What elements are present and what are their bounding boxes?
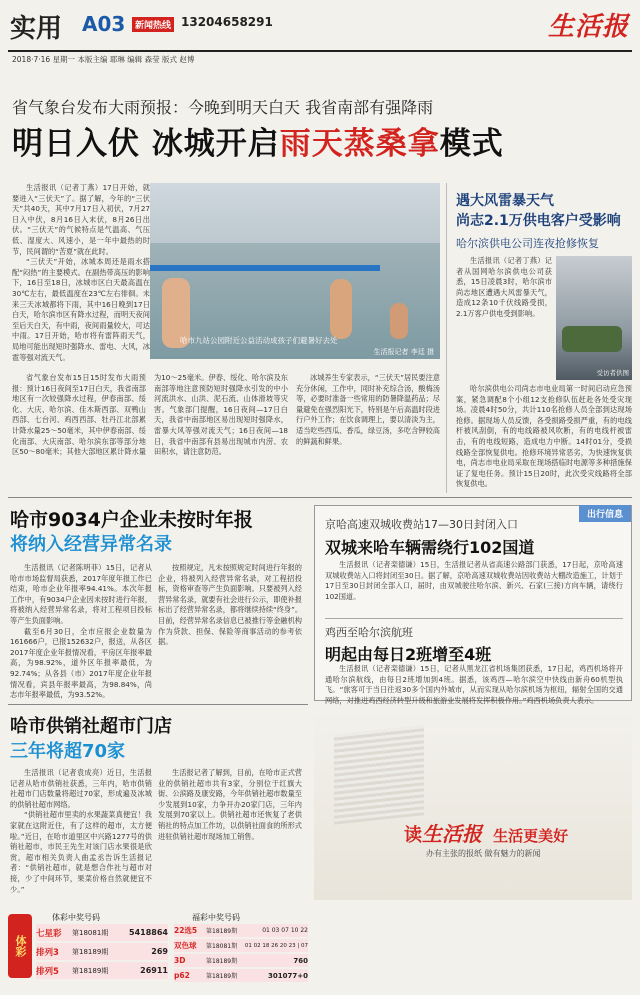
enterprise-column-1 bbox=[10, 563, 152, 700]
right-column-1 bbox=[456, 256, 552, 382]
fallen-tree bbox=[562, 326, 622, 352]
lottery-row bbox=[174, 969, 308, 982]
child-figure bbox=[330, 279, 352, 339]
page-number: A03 bbox=[82, 12, 126, 36]
lead-column-1 bbox=[12, 183, 150, 373]
supply-headline-2: 三年将超70家 bbox=[10, 741, 126, 762]
right-headline-2: 尚志2.1万供电客户受影响 bbox=[456, 213, 621, 229]
date-line: 2018·7·16 星期一 本版主编 耶琳 编辑 森莹 版式 赵博 bbox=[12, 55, 195, 64]
lottery-issue: 第18081期 bbox=[206, 943, 238, 950]
photo-caption: 哈市九站公园附近公益活动成孩子们避暑好去处 bbox=[180, 336, 338, 345]
headline-part2: 模式 bbox=[439, 126, 504, 162]
lottery-result: 269 bbox=[151, 947, 168, 956]
masthead-rule bbox=[8, 50, 632, 52]
lottery-game: 排列5 bbox=[36, 966, 59, 977]
lead-paragraph: 生活报讯（记者丁燕）17日开始，就要进入“三伏天”了。据了解，今年的“三伏天”共40天，其中7月17日入初伏，7月27日入中伏，8月16日入末伏，8月26日出伏。“三伏天”的气候特点是气温高、气压低、湿度大、风速小，是一年中最热的时节，民间谓的“苦夏”就在此时。 bbox=[12, 183, 150, 256]
lottery-result: 01 02 18 26 20 23 | 07 bbox=[244, 942, 308, 949]
brand-logo: 生活报 bbox=[548, 12, 630, 42]
flash-2-headline: 明起由每日2班增至4班 bbox=[325, 645, 492, 664]
lottery-issue: 第18189期 bbox=[206, 958, 238, 965]
supply-paragraph: 生活报讯（记者袁成亮）近日，生活报记者从哈市供销社获悉，三年内，哈市供销社超市门店数量将超过70家，形成遍及冰城的供销社超市网络。 bbox=[10, 768, 152, 809]
lottery-issue: 第18081期 bbox=[72, 928, 109, 937]
right-column-2 bbox=[456, 384, 632, 494]
lottery-issue: 第18189期 bbox=[206, 973, 238, 980]
lottery-row bbox=[36, 924, 168, 941]
lead-kicker: 省气象台发布大雨预报：今晚到明天白天 我省南部有强降雨 bbox=[12, 98, 434, 117]
headline-part1: 明日入伏 冰城开启 bbox=[12, 126, 280, 162]
lottery-issue: 第18189期 bbox=[72, 947, 109, 956]
lead-paragraph: “三伏天”开始，冰城本周还是雨水搭配“闷热”的主要模式。在副热带高压的影响下，16日至18日，冰城市区白天最高温在30℃左右，最低温度在23℃左右徘徊。未来三天冰城都将下雨，其中16日晚到17日白天，哈尔滨市区有降水过程，而明天夜间至后天白天，有中雨，夜间雨量较大，可达中雨。17日开始，哈市将有雷阵雨天气，局地可能出现短时强降水、雷电、大风，冰雹等强对流天气。 bbox=[12, 257, 150, 362]
enterprise-column-2 bbox=[158, 563, 302, 691]
lottery-left-table bbox=[36, 924, 168, 979]
lottery-right-header: 福彩中奖号码 bbox=[192, 913, 240, 922]
pier-edge bbox=[150, 265, 380, 271]
lead-column-2 bbox=[12, 373, 288, 493]
news-flash-label: 出行信息 bbox=[579, 505, 631, 522]
news-flash-box bbox=[314, 505, 632, 705]
lottery-result: 301077+0 bbox=[268, 971, 308, 980]
lead-column-3 bbox=[296, 373, 440, 493]
supply-headline-1: 哈市供销社超市门店 bbox=[10, 716, 172, 737]
lottery-result: 5418864 bbox=[129, 928, 168, 937]
lottery-row bbox=[174, 924, 308, 937]
hotline-number: 13204658291 bbox=[181, 15, 273, 29]
lottery-panel bbox=[8, 910, 308, 988]
lottery-game: 22选5 bbox=[174, 926, 198, 935]
lottery-issue: 第18189期 bbox=[206, 928, 238, 935]
promo-brand: 生活报 bbox=[422, 822, 482, 846]
supply-column-2 bbox=[158, 768, 302, 896]
lottery-row bbox=[174, 939, 308, 952]
flash-2-kicker: 鸡西至哈尔滨航班 bbox=[325, 626, 413, 639]
promo-prefix: 读 bbox=[404, 825, 422, 846]
flash-1-headline: 双城来哈车辆需绕行102国道 bbox=[325, 538, 535, 557]
promo-slogan-text: 生活更美好 bbox=[493, 827, 569, 845]
section-rule bbox=[8, 704, 308, 705]
enterprise-paragraph: 生活报讯（记者陈明菲）15日，记者从哈市市场监督局获悉，2017年度年报工作已结束，哈市企业年报率94.41%。本次年报工作中，有9034户企业因未按时进行年报，将被纳入经营异常名录，将对工程项目投标等产生负面影响。 bbox=[10, 563, 152, 625]
promo-ad bbox=[314, 710, 632, 900]
lottery-row bbox=[36, 962, 168, 979]
lottery-result: 01 03 07 10 22 bbox=[262, 927, 308, 934]
enterprise-headline-1: 哈市9034户企业未按时年报 bbox=[10, 509, 253, 531]
supply-paragraph: “供销社超市里卖的水果蔬菜真便宜！我家就在这附近住，有了这样的超市，太方便啦。”近日，在哈市道里区中兴路1277号的供销社超市，市民王先生对该门店水果很是欣赏，超市相关负责人曲孟丞告诉生活报记者：“供销社超市，就是想合作社与超市对接，少了中间环节，果菜价格自然就便宜不少。” bbox=[10, 810, 152, 894]
right-subhead: 哈尔滨供电公司连夜抢修恢复 bbox=[456, 237, 599, 250]
flash-1-kicker: 京哈高速双城收费站17—30日封闭入口 bbox=[325, 518, 518, 531]
supply-paragraph: 生活报记者了解到，目前，在哈市正式营业的供销社超市共有3家，分别位于红旗大街、公滨路及康安路，今年供销社超市数量至少发展到10家，力争开办20家门店，三年内发展到70家以上。供销社超市还恢复了老供销社的特点加工作坊，以供销社面食的所形式进驻供销社超市现场加工销售。 bbox=[158, 768, 302, 841]
lead-paragraph: 省气象台发布15日15时发布大雨预报：预计16日夜间至17日白天，我省南部地区有一次较强降水过程，伊春南部、绥化、大庆、哈尔滨、佳木斯西部、双鸭山西部、七台河、鸡西西部、牡丹江北部累计降水量25～50毫米，其中伊春南部、绥化南部、大庆南部、哈尔滨东部等部分地区50～80毫米；其他大部地区累计降水量为10～25毫米。伊春、绥化、哈尔滨及东南部等地注意预防短时强降水引发的中小河流洪水、山洪、泥石流、山体滑坡等灾害。气象部门提醒，16日夜间—17日白天，我省中南部地区易出现短时强降水，雷暴大风等强对流天气；16日夜间—18日，我省中南部有县易出现城市内涝、农田积水，请注意防范。 bbox=[12, 373, 288, 457]
lead-paragraph: 冰城养生专家表示，“三伏天”居民要注意充分休闲，工作中，同时补充综合汤，酸梅汤等，必要时准备一些常用的防暑降温药品；尽量避免在强烈阳光下，特别是午后高温时段进行户外工作；在饮食调理上，要以清淡为主，适当吃些西瓜、香瓜，绿豆汤，多吃含钾较高的鲜蔬和鲜果。 bbox=[296, 373, 440, 446]
flash-1-text: 生活报讯（记者栾德谦）15日，生活报记者从省高速公路部门获悉，17日起，京哈高速双城收费站入口将封闭至30日。据了解，京哈高速双城收费站因收费站大棚改造施工，计划于17日至30日封闭全部入口，届时，由双城驶往哈尔滨、新兴、石家(三接)方向车辆，请绕行102国道。 bbox=[325, 560, 623, 601]
promo-tagline: 办有主张的报纸 做有魅力的新闻 bbox=[426, 849, 541, 858]
right-paragraph: 生活报讯（记者丁燕）记者从国网哈尔滨供电公司获悉，15日凌晨3时，哈尔滨市尚志地区遭遇大风雷暴天气，造成12条10千伏线路受损，2.1万客户供电受到影响。 bbox=[456, 256, 552, 318]
lottery-result: 26911 bbox=[140, 966, 168, 975]
flash-2-text: 生活报讯（记者栾德谦）15日，记者从黑龙江省机场集团获悉，17日起，鸡西机场将开通哈尔滨航线，由每日2班增加到4班。据悉，该鸡西—哈尔滨空中快线由新舟60机型执飞。“旅客可于当日往返30多个国内外城市，从而实现从哈尔滨机场为枢纽，辐射全国的交通网络，对推进鸡西经济转型升级和旅游业发展将发挥积极作用。”鸡西机场负责人表示。 bbox=[325, 664, 623, 705]
lottery-row bbox=[36, 943, 168, 960]
lottery-row bbox=[174, 954, 308, 967]
lottery-game: p62 bbox=[174, 971, 190, 980]
stacked-papers-image bbox=[334, 725, 424, 824]
section-title: 实用 bbox=[10, 14, 63, 44]
lottery-logo: 体彩 bbox=[8, 914, 32, 978]
lottery-game: 七星彩 bbox=[36, 928, 62, 939]
lottery-left-header: 体彩中奖号码 bbox=[52, 913, 100, 922]
lottery-game: 3D bbox=[174, 956, 186, 965]
photo-credit: 受访者供图 bbox=[596, 369, 629, 377]
section-rule bbox=[8, 497, 632, 498]
supply-column-1 bbox=[10, 768, 152, 896]
lottery-issue: 第18189期 bbox=[72, 966, 109, 975]
lottery-right-table bbox=[174, 924, 308, 982]
enterprise-headline-2: 将纳入经营异常名录 bbox=[10, 534, 172, 555]
headline-highlight: 雨天蒸桑拿 bbox=[279, 126, 440, 162]
lead-photo bbox=[150, 183, 440, 359]
right-paragraph: 哈尔滨供电公司尚志市电业局第一时间启动应急预案，紧急调配8个小组12支抢修队伍赶赴各处受灾现场。凌晨4时50分，共计110名抢修人员全部到达现场抢修。据现场人员反馈，各受损路受损严重，有的电线杆被风刮倒，有的电线路被风吹断，有的电线杆被雷击，有的电线短路，造成电力中断。14时01分，受损线路全部恢复供电。抢修环境异常恶劣，为快速恢复供电，尚志市电业局采取在现场搭临时电源等多种措施保证了复电任务。预计15日20时，此次受灾线路将全部恢复供电。 bbox=[456, 384, 632, 489]
child-figure bbox=[390, 303, 408, 339]
enterprise-paragraph: 按照规定，凡未按照规定时间进行年报的企业，将被列入经营异常名录，对工程招投标，资格审查等产生负面影响。只要被列入经营异常名录，就要有社会进行公示，即使补报标出了经营异常名录，都将继续持续“终身”。目前，经营异常名录信息已被推行等金融机构作为贷款、担保、保险等商事活动的参考依据。 bbox=[158, 563, 303, 647]
masthead bbox=[0, 0, 640, 64]
promo-slogan bbox=[404, 818, 568, 847]
column-divider bbox=[446, 183, 447, 493]
flash-divider bbox=[325, 618, 623, 619]
enterprise-paragraph: 截至6月30日，全市应报企业数量为161666户，已报152632户，报送，从各区2017年度企业年报情况看，平房区年报率最高，为98.92%，道外区年报率最低，为92.74%；从各县（市）2017年度企业年报情况看，宾县年报率最高，为98.84%，尚志市年报率最低，为93.52%。 bbox=[10, 626, 152, 700]
hotline-label: 新闻热线 bbox=[132, 17, 174, 32]
photo-credit: 生活报记者 李廷 摄 bbox=[373, 348, 434, 356]
lottery-result: 760 bbox=[293, 956, 308, 965]
right-photo bbox=[556, 256, 632, 380]
right-headline-1: 遇大风雷暴天气 bbox=[456, 193, 554, 209]
lottery-game: 双色球 bbox=[174, 941, 197, 950]
lottery-game: 排列3 bbox=[36, 947, 59, 958]
lead-headline bbox=[12, 118, 504, 163]
